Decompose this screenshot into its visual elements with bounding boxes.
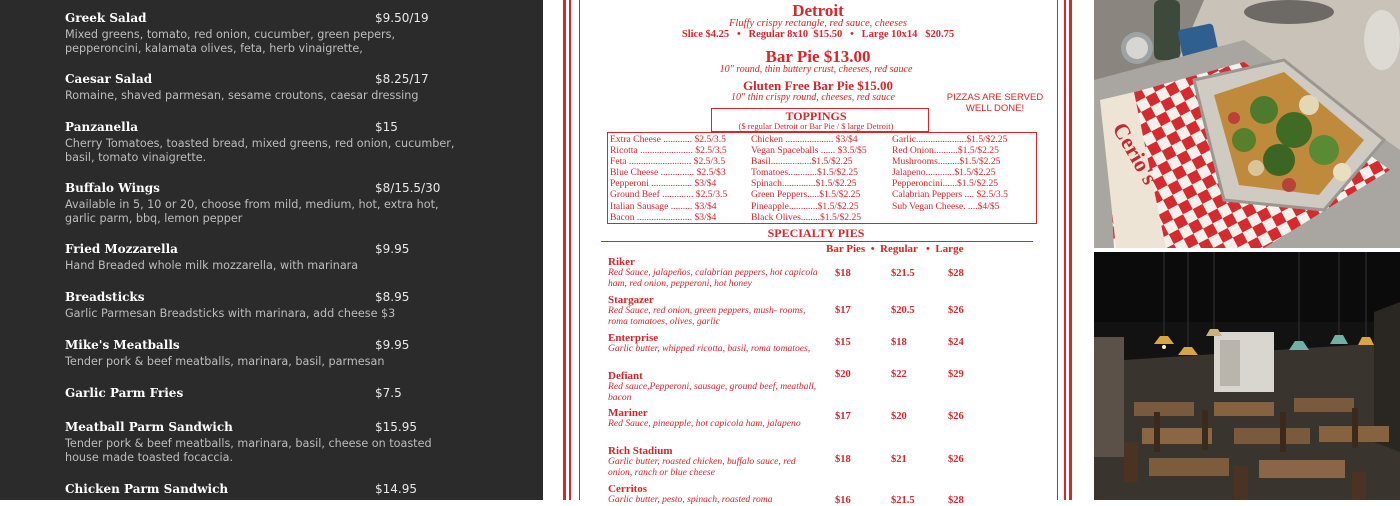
pie-desc: Red Sauce, pineapple, hot capicola ham, jalapeno <box>608 418 801 429</box>
item-name: Fried Mozzarella <box>65 242 178 256</box>
pie-name: Stargazer <box>608 294 654 306</box>
item-desc: Available in 5, 10 or 20, choose from mild, medium, hot, extra hot, garlic parm, bbq, lemon pepper <box>65 198 439 225</box>
pizza-tray-image <box>1094 0 1400 248</box>
pie-desc: Red sauce,Pepperoni, sausage, ground beef, meatball, bacon <box>608 381 817 403</box>
pie-name: Mariner <box>608 407 648 419</box>
item-name: Caesar Salad <box>65 72 153 86</box>
item-desc: Tender pork & beef meatballs, marinara, basil, cheese on toasted house made toasted focaccia. <box>65 437 432 464</box>
pie-price-bar: $20 <box>835 369 851 380</box>
pie-price-large: $26 <box>948 305 964 316</box>
pie-price-large: $28 <box>948 268 964 279</box>
specialty-pies-title: SPECIALTY PIES <box>767 226 865 240</box>
specialty-price-header: Bar Pies • Regular • Large <box>826 243 964 255</box>
dining-room-photo <box>1094 252 1400 500</box>
item-price: $14.95 <box>375 482 417 496</box>
item-price: $9.95 <box>375 242 410 256</box>
pie-name: Defiant <box>608 370 643 382</box>
pie-price-bar: $15 <box>835 337 851 348</box>
pie-desc: Garlic butter, pesto, spinach, roasted roma <box>608 494 773 505</box>
detroit-title: Detroit <box>792 1 844 20</box>
pie-desc: Garlic butter, roasted chicken, buffalo sauce, red onion, ranch or blue cheese <box>608 456 796 478</box>
item-name: Panzanella <box>65 120 139 134</box>
pie-price-large: $29 <box>948 369 964 380</box>
pie-price-regular: $18 <box>891 337 907 348</box>
item-name: Greek Salad <box>65 11 147 25</box>
toppings-subtitle: ($ regular Detroit or Bar Pie / $ large Detroit) <box>738 121 894 131</box>
pie-price-large: $24 <box>948 337 964 348</box>
gluten-free-desc: 10" thin crispy round, cheeses, red sauce <box>731 92 895 103</box>
menu-border-left <box>563 0 571 500</box>
detroit-desc: Fluffy crispy rectangle, red sauce, cheeses <box>729 18 907 29</box>
pie-price-regular: $22 <box>891 369 907 380</box>
item-desc: Cherry Tomatoes, toasted bread, mixed greens, red onion, cucumber, basil, tomato vinaigrette. <box>65 137 455 164</box>
item-name: Mike's Meatballs <box>65 338 180 352</box>
specialty-rule <box>601 241 1033 242</box>
paper-menu-photo <box>543 0 1093 506</box>
item-name: Buffalo Wings <box>65 181 160 195</box>
menu-border-right-inner <box>1057 0 1058 500</box>
pie-desc: Red Sauce, red onion, green peppers, mush- rooms, roma tomatoes, olives, garlic <box>608 305 806 327</box>
menu-panel <box>0 0 543 500</box>
pie-desc: Garlic butter, whipped ricotta, basil, roma tomatoes, <box>608 343 811 354</box>
pie-desc: Red Sauce, jalapeños, calabrian peppers, hot capicola ham, red onion, pepperoni, hot honey <box>608 267 818 289</box>
gluten-free-title: Gluten Free Bar Pie $15.00 <box>742 78 894 93</box>
item-desc: Garlic Parmesan Breadsticks with marinara, add cheese $3 <box>65 307 396 320</box>
item-price: $15.95 <box>375 420 417 434</box>
well-done-note-1: PIZZAS ARE SERVED <box>946 92 1044 103</box>
bar-pie-title: Bar Pie $13.00 <box>765 47 871 66</box>
toppings-title: TOPPINGS <box>785 109 847 123</box>
item-price: $8/15.5/30 <box>375 181 441 195</box>
bar-pie-desc: 10" round, thin buttery crust, cheeses, red sauce <box>719 64 913 75</box>
pie-name: Rich Stadium <box>608 445 673 457</box>
pie-price-regular: $21.5 <box>891 495 915 506</box>
toppings-column-2: Chicken .................... $3/$4 Vegan Spaceballs ...... $3.5/$5 Basil.................$1.5/$2.25 Tomatoes............$1.5/$2.25 Spinach..............$1.5/$2.25 Green Peppers.....$1.5/$2.25 Pineapple............$1.5/$2.25 Black Olives........$1.5/$2.25 <box>751 134 867 223</box>
pie-name: Cerritos <box>608 483 648 495</box>
pie-price-large: $26 <box>948 411 964 422</box>
item-desc: Tender pork & beef meatballs, marinara, basil, parmesan <box>65 355 385 368</box>
menu-border-left-inner <box>579 0 580 500</box>
pie-price-regular: $21.5 <box>891 268 915 279</box>
pie-name: Enterprise <box>608 332 659 344</box>
item-name: Meatball Parm Sandwich <box>65 420 233 434</box>
item-desc: Hand Breaded whole milk mozzarella, with marinara <box>65 259 359 272</box>
pie-price-regular: $20 <box>891 411 907 422</box>
pie-price-bar: $17 <box>835 305 851 316</box>
pie-price-bar: $18 <box>835 454 851 465</box>
pie-price-bar: $16 <box>835 495 851 506</box>
item-price: $15 <box>375 120 398 134</box>
pie-price-regular: $20.5 <box>891 305 915 316</box>
pie-price-large: $26 <box>948 454 964 465</box>
item-name: Breadsticks <box>65 290 145 304</box>
pie-price-bar: $18 <box>835 268 851 279</box>
pie-name: Riker <box>608 256 635 268</box>
dining-room-image <box>1094 252 1400 500</box>
item-price: $8.25/17 <box>375 72 429 86</box>
pizza-tray-photo <box>1094 0 1400 248</box>
menu-border-right <box>1064 0 1072 500</box>
item-price: $9.50/19 <box>375 11 429 25</box>
pie-price-regular: $21 <box>891 454 907 465</box>
svg-text:Cerio's: Cerio's <box>1107 118 1163 189</box>
item-desc: Mixed greens, tomato, red onion, cucumber, green pepers, pepperoncini, kalamata olives, feta, herb vinaigrette, <box>65 28 396 55</box>
pie-price-large: $28 <box>948 495 964 506</box>
item-price: $9.95 <box>375 338 410 352</box>
well-done-note-2: WELL DONE! <box>965 103 1025 114</box>
detroit-sizes: Slice $4.25 • Regular 8x10 $15.50 • Large 10x14 $20.75 <box>681 29 955 40</box>
item-price: $7.5 <box>375 386 402 400</box>
toppings-column-1: Extra Cheese ............ $2.5/3.5 Ricotta ...................... $2.5/3.5 Feta .......................... $2.5/3.5 Blue Cheese .............. $2.5/$3 Pepperoni ................. $3/$4 Ground Beef ............. $2.5/3.5 Italian Sausage ......... $3/$4 Bacon ....................... $3/$4 <box>610 134 728 223</box>
pie-price-bar: $17 <box>835 411 851 422</box>
item-price: $8.95 <box>375 290 410 304</box>
item-name: Garlic Parm Fries <box>65 386 184 400</box>
item-name: Chicken Parm Sandwich <box>65 482 229 496</box>
toppings-column-3: Garlic.....................$1.5/$2.25 Red Onion..........$1.5/$2.25 Mushrooms.........$1.5/$2.25 Jalapeno............$1.5/$2.25 Pepperoncini......$1.5/$2.25 Calabrian Peppers .... $2.5/3.5 Sub Vegan Cheese. ....$4/$5 <box>892 134 1008 212</box>
item-desc: Romaine, shaved parmesan, sesame croutons, caesar dressing <box>65 89 419 102</box>
